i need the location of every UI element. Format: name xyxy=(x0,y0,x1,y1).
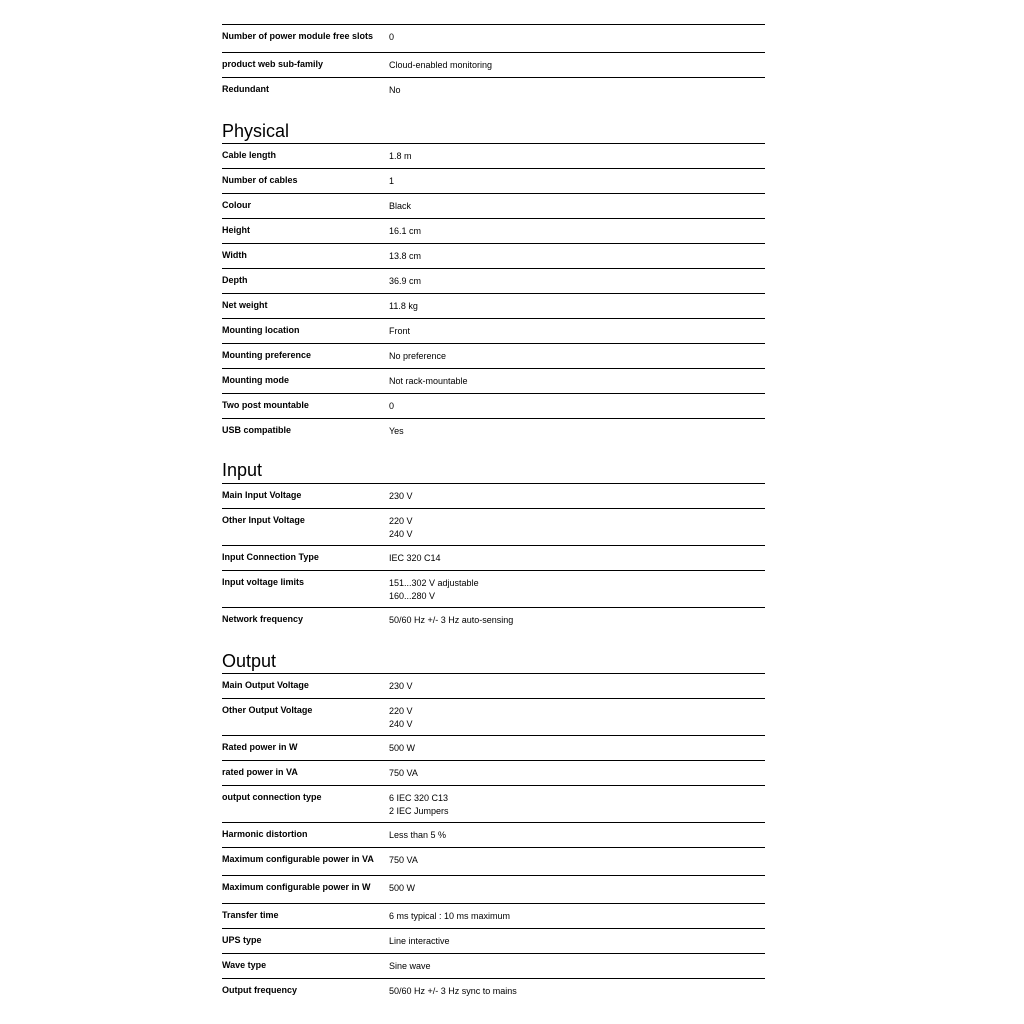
spec-row xyxy=(222,24,765,52)
spec-row xyxy=(222,735,765,760)
spec-row xyxy=(222,368,765,393)
spec-value-line: No xyxy=(389,85,401,95)
spec-value-line: IEC 320 C14 xyxy=(389,553,441,563)
spec-label: Main Input Voltage xyxy=(222,490,302,500)
spec-value-line: 1.8 m xyxy=(389,151,412,161)
spec-value xyxy=(389,200,411,218)
spec-label: output connection type xyxy=(222,792,322,802)
spec-row xyxy=(222,318,765,343)
spec-row xyxy=(222,293,765,318)
spec-label: Mounting mode xyxy=(222,375,289,385)
spec-row xyxy=(222,928,765,953)
spec-row xyxy=(222,393,765,418)
output-section xyxy=(222,651,765,1003)
spec-value xyxy=(389,742,415,760)
spec-row xyxy=(222,698,765,735)
spec-value xyxy=(389,490,413,508)
spec-value-line: 750 VA xyxy=(389,855,418,865)
spec-label: Wave type xyxy=(222,960,267,970)
spec-value-line: Black xyxy=(389,201,412,211)
physical-section xyxy=(222,121,765,443)
spec-value-line: 230 V xyxy=(389,491,413,501)
physical-heading: Physical xyxy=(222,121,290,141)
spec-value xyxy=(389,375,468,393)
spec-value xyxy=(389,792,449,822)
spec-value xyxy=(389,275,421,293)
spec-label: USB compatible xyxy=(222,425,292,435)
spec-label: rated power in VA xyxy=(222,767,298,777)
spec-label: Number of power module free slots xyxy=(222,31,374,41)
spec-value xyxy=(389,350,446,368)
spec-value xyxy=(389,854,418,875)
spec-row xyxy=(222,760,765,785)
spec-label: Mounting preference xyxy=(222,350,312,360)
output-heading: Output xyxy=(222,651,277,671)
spec-value-line: 500 W xyxy=(389,883,416,893)
spec-value xyxy=(389,680,413,698)
spec-value xyxy=(389,300,418,318)
spec-label: Depth xyxy=(222,275,248,285)
spec-value xyxy=(389,400,394,418)
spec-value-line: 160...280 V xyxy=(389,591,436,601)
input-heading: Input xyxy=(222,460,263,480)
input-section xyxy=(222,460,765,632)
spec-value xyxy=(389,225,421,243)
spec-value xyxy=(389,829,446,847)
spec-value xyxy=(389,614,513,632)
spec-row xyxy=(222,243,765,268)
spec-value-line: 230 V xyxy=(389,681,413,691)
spec-value-line: 750 VA xyxy=(389,768,418,778)
spec-label: Input voltage limits xyxy=(222,577,305,587)
spec-row xyxy=(222,483,765,508)
spec-value-line: 151...302 V adjustable xyxy=(389,578,479,588)
spec-label: Cable length xyxy=(222,150,277,160)
spec-value xyxy=(389,175,394,193)
spec-label: Harmonic distortion xyxy=(222,829,308,839)
spec-value xyxy=(389,767,418,785)
spec-label: UPS type xyxy=(222,935,262,945)
spec-row xyxy=(222,847,765,875)
spec-row xyxy=(222,903,765,928)
spec-label: Width xyxy=(222,250,247,260)
spec-value-line: 1 xyxy=(389,176,395,186)
spec-label: Network frequency xyxy=(222,614,304,624)
input-table xyxy=(222,483,765,632)
spec-value-line: Less than 5 % xyxy=(389,830,447,840)
output-table xyxy=(222,673,765,1003)
spec-label: Height xyxy=(222,225,250,235)
spec-value-line: 500 W xyxy=(389,743,416,753)
spec-row xyxy=(222,218,765,243)
spec-row xyxy=(222,570,765,607)
spec-row xyxy=(222,875,765,903)
spec-label: Redundant xyxy=(222,84,269,94)
spec-value-line: 6 IEC 320 C13 xyxy=(389,793,449,803)
spec-value-line: 220 V xyxy=(389,706,413,716)
spec-value xyxy=(389,960,431,978)
spec-value xyxy=(389,935,450,953)
spec-label: Rated power in W xyxy=(222,742,298,752)
spec-value xyxy=(389,31,394,52)
spec-value xyxy=(389,577,479,607)
spec-row xyxy=(222,508,765,545)
spec-value-line: Not rack-mountable xyxy=(389,376,468,386)
spec-value-line: 16.1 cm xyxy=(389,226,422,236)
spec-value-line: Front xyxy=(389,326,411,336)
spec-row xyxy=(222,143,765,168)
spec-sheet xyxy=(222,24,765,1003)
spec-label: Transfer time xyxy=(222,910,279,920)
spec-row xyxy=(222,193,765,218)
spec-value-line: Line interactive xyxy=(389,936,450,946)
spec-value xyxy=(389,250,421,268)
spec-row xyxy=(222,77,765,102)
spec-value xyxy=(389,84,401,102)
spec-value xyxy=(389,59,492,77)
spec-row xyxy=(222,953,765,978)
spec-row xyxy=(222,52,765,77)
spec-label: Other Input Voltage xyxy=(222,515,305,525)
spec-value-line: 36.9 cm xyxy=(389,276,422,286)
spec-label: Mounting location xyxy=(222,325,300,335)
spec-value-line: 13.8 cm xyxy=(389,251,422,261)
spec-value xyxy=(389,515,413,545)
spec-value-line: Cloud-enabled monitoring xyxy=(389,60,493,70)
spec-value xyxy=(389,325,410,343)
spec-value-line: 50/60 Hz +/- 3 Hz sync to mains xyxy=(389,986,517,996)
spec-row xyxy=(222,673,765,698)
spec-value-line: Sine wave xyxy=(389,961,431,971)
spec-value xyxy=(389,552,441,570)
spec-label: product web sub-family xyxy=(222,59,324,69)
spec-row xyxy=(222,607,765,632)
spec-value xyxy=(389,985,517,1003)
spec-row xyxy=(222,785,765,822)
spec-value-line: 6 ms typical : 10 ms maximum xyxy=(389,911,511,921)
spec-value-line: 220 V xyxy=(389,516,413,526)
spec-label: Two post mountable xyxy=(222,400,309,410)
spec-row xyxy=(222,343,765,368)
spec-row xyxy=(222,168,765,193)
spec-label: Net weight xyxy=(222,300,268,310)
general-table xyxy=(222,24,765,102)
spec-label: Other Output Voltage xyxy=(222,705,313,715)
spec-row xyxy=(222,268,765,293)
spec-label: Colour xyxy=(222,200,251,210)
spec-row xyxy=(222,545,765,570)
spec-label: Input Connection Type xyxy=(222,552,319,562)
spec-value-line: 11.8 kg xyxy=(389,301,418,311)
spec-label: Output frequency xyxy=(222,985,298,995)
spec-value-line: No preference xyxy=(389,351,447,361)
spec-value-line: 240 V xyxy=(389,529,413,539)
spec-value-line: 0 xyxy=(389,32,395,42)
spec-value xyxy=(389,425,404,443)
spec-row xyxy=(222,822,765,847)
spec-row xyxy=(222,418,765,443)
spec-label: Maximum configurable power in W xyxy=(222,882,371,892)
spec-value-line: 2 IEC Jumpers xyxy=(389,806,449,816)
spec-value xyxy=(389,705,413,735)
spec-label: Maximum configurable power in VA xyxy=(222,854,374,864)
spec-row xyxy=(222,978,765,1003)
spec-label: Number of cables xyxy=(222,175,298,185)
spec-label: Main Output Voltage xyxy=(222,680,309,690)
spec-value-line: 0 xyxy=(389,401,395,411)
spec-value xyxy=(389,910,510,928)
spec-value-line: 50/60 Hz +/- 3 Hz auto-sensing xyxy=(389,615,514,625)
spec-value xyxy=(389,150,412,168)
spec-value xyxy=(389,882,415,903)
physical-table xyxy=(222,143,765,443)
spec-value-line: Yes xyxy=(389,426,404,436)
spec-value-line: 240 V xyxy=(389,719,413,729)
